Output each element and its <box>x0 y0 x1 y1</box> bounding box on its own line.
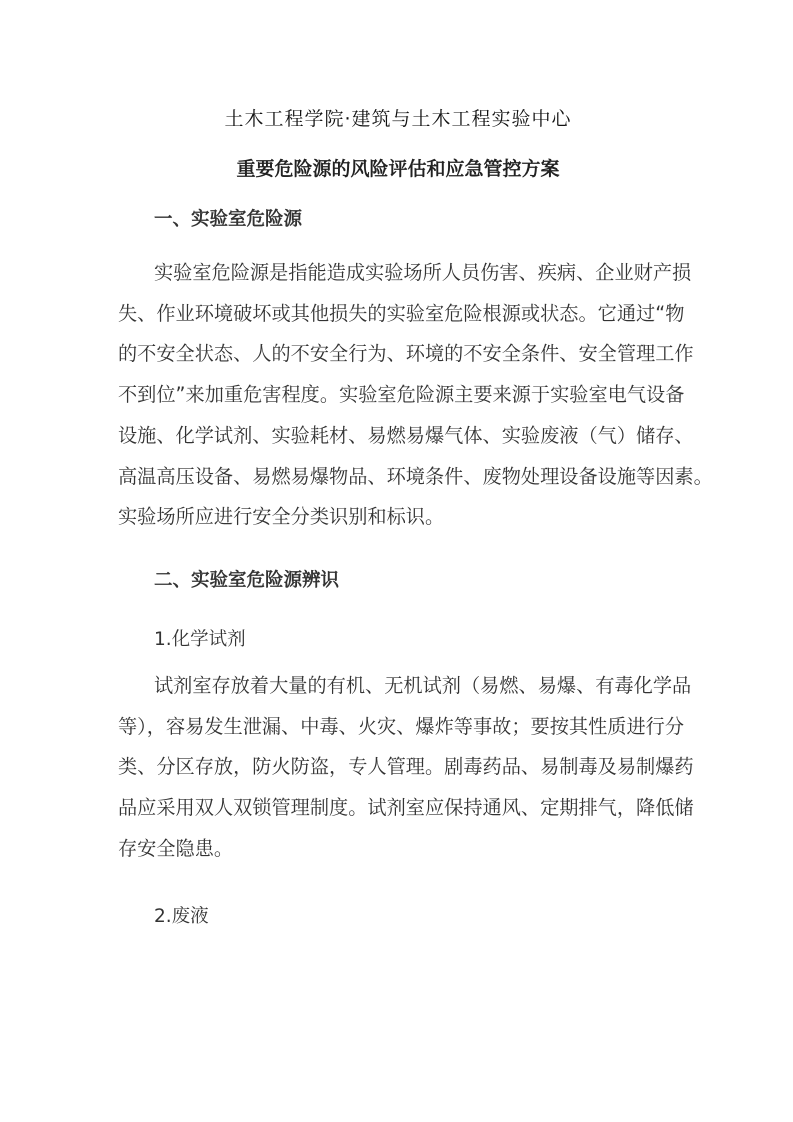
paragraph-line: 不到位”来加重危害程度。实验室危险源主要来源于实验室电气设备 <box>118 383 685 407</box>
paragraph-line: 的不安全状态、人的不安全行为、环境的不安全条件、安全管理工作 <box>118 342 694 366</box>
paragraph-line: 实验室危险源是指能造成实验场所人员伤害、疾病、企业财产损 <box>154 261 692 284</box>
paragraph-line: 实验场所应进行安全分类识别和标识。 <box>118 505 445 529</box>
paragraph-line: 失、作业环境破坏或其他损失的实验室危险根源或状态。它通过“物 <box>118 301 685 325</box>
paragraph-line: 设施、化学试剂、实验耗材、易燃易爆气体、实验废液（气）储存、 <box>118 423 694 447</box>
paragraph-line: 类、分区存放，防火防盗，专人管理。剧毒药品、易制毒及易制爆药 <box>118 755 694 779</box>
subsection-heading-waste-liquid: 2.废液 <box>154 906 209 927</box>
paragraph-line: 试剂室存放着大量的有机、无机试剂（易燃、易爆、有毒化学品 <box>154 674 692 697</box>
section-heading-hazard-identification: 二、实验室危险源辨识 <box>154 570 340 591</box>
section-1-paragraph <box>118 253 713 538</box>
institution-title: 土木工程学院·建筑与土木工程实验中心 <box>224 108 572 130</box>
subsection-1-paragraph <box>118 666 694 870</box>
document-title: 重要危险源的风险评估和应急管控方案 <box>236 158 560 180</box>
paragraph-line: 存安全隐患。 <box>118 836 234 860</box>
paragraph-line: 等），容易发生泄漏、中毒、火灾、爆炸等事故；要按其性质进行分 <box>118 714 685 738</box>
section-heading-hazard-sources: 一、实验室危险源 <box>154 209 303 230</box>
paragraph-line: 品应采用双人双锁管理制度。试剂室应保持通风、定期排气，降低储 <box>118 796 694 820</box>
subsection-heading-chemical-reagents: 1.化学试剂 <box>154 629 246 650</box>
paragraph-line: 高温高压设备、易燃易爆物品、环境条件、废物处理设备设施等因素。 <box>118 464 713 488</box>
